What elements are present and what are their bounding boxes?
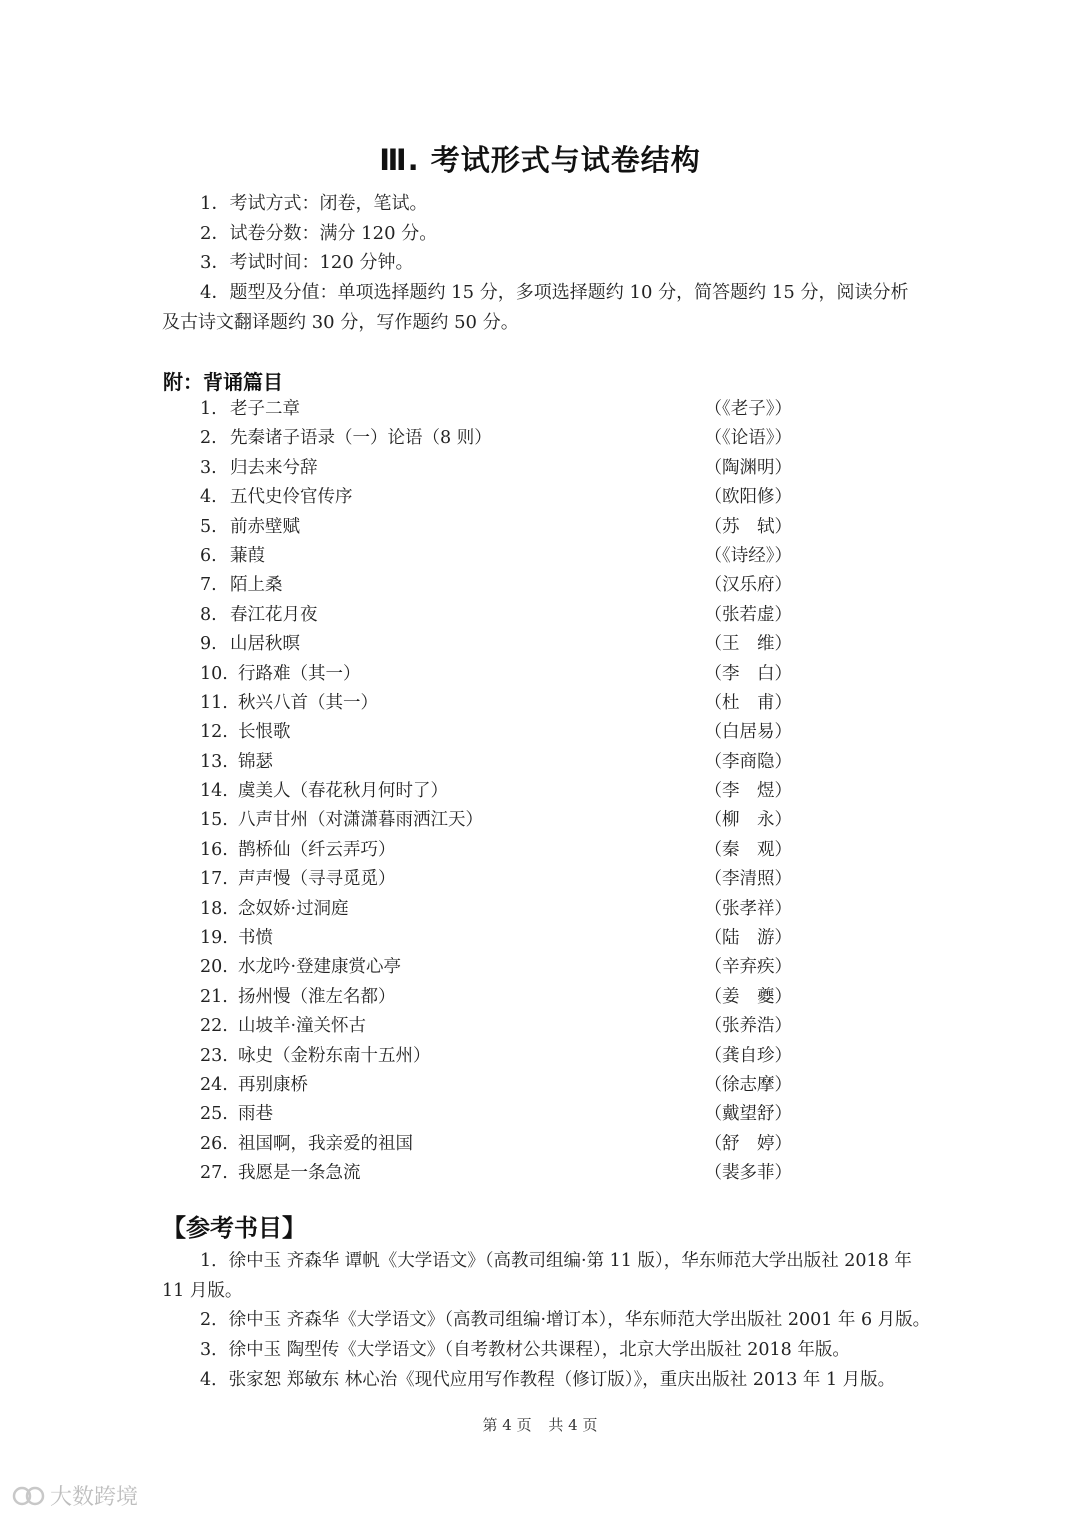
recitation-title: 再别康桥 [238,1074,308,1095]
recitation-title: 声声慢（寻寻觅觅） [238,869,396,890]
recitation-author: （欧阳修） [704,487,792,508]
page-number: 第 4 页 [482,1416,532,1434]
exam-item-4: 4．题型及分值：单项选择题约 15 分，多项选择题约 10 分，简答题约 15 分，阅读分析 [200,282,909,303]
recitation-title: 雨巷 [238,1104,273,1125]
recitation-number: 11. [200,692,228,713]
recitation-title: 蒹葭 [230,545,265,566]
recitation-title: 扬州慢（淮左名都） [238,986,396,1007]
recitation-item [200,1101,800,1130]
recitation-title: 书愤 [238,928,273,949]
recitation-number: 19. [200,928,228,949]
recitation-title: 行路难（其一） [238,663,361,684]
recitation-number: 27. [200,1163,228,1184]
recitation-number: 18. [200,898,228,919]
recitation-item [200,602,800,631]
recitation-title: 念奴娇·过洞庭 [238,898,349,919]
recitation-title: 先秦诸子语录（一）论语（8 则） [230,428,492,449]
recitation-title: 我愿是一条急流 [238,1163,361,1184]
recitation-number: 23. [200,1045,228,1066]
recitation-number: 20. [200,957,228,978]
recitation-title: 归去来兮辞 [230,457,318,478]
recitation-author: （辛弃疾） [704,957,792,978]
recitation-item [200,837,800,866]
recitation-list [200,396,800,1190]
recitation-title: 长恨歌 [238,722,291,743]
recitation-number: 25. [200,1104,228,1125]
recitation-item [200,925,800,954]
recitation-number: 10. [200,663,228,684]
recitation-title: 锦瑟 [238,751,273,772]
recitation-number: 2. [200,428,217,449]
recitation-number: 6. [200,545,217,566]
recitation-author: （李清照） [704,869,792,890]
recitation-author: （《诗经》） [704,545,792,566]
recitation-author: （秦 观） [704,839,792,860]
recitation-number: 14. [200,781,228,802]
recitation-number: 1. [200,399,217,419]
recitation-number: 26. [200,1133,228,1154]
recitation-item [200,631,800,660]
recitation-author: （《论语》） [704,428,792,449]
recitation-title: 鹊桥仙（纤云弄巧） [238,839,396,860]
recitation-author: （《老子》） [704,399,792,419]
recitation-title: 前赤壁赋 [230,516,300,537]
recitation-author: （苏 轼） [704,516,792,537]
recitation-author: （李 白） [704,663,792,684]
reference-item-1: 1．徐中玉 齐森华 谭帆《大学语文》（高教司组编·第 11 版），华东师范大学出版社 2018 年 [200,1251,912,1271]
recitation-item [200,896,800,925]
recitation-title: 秋兴八首（其一） [238,692,378,713]
recitation-number: 24. [200,1074,228,1095]
recitation-title: 老子二章 [230,399,300,419]
recitation-title: 八声甘州（对潇潇暮雨洒江天） [238,810,483,831]
recitation-author: （杜 甫） [704,692,792,713]
recitation-author: （徐志摩） [704,1074,792,1095]
recitation-author: （汉乐府） [704,575,792,596]
watermark-logo-icon [12,1484,46,1508]
recitation-item [200,1013,800,1042]
recitation-item [200,807,800,836]
page-footer [0,1414,1080,1435]
recitation-item [200,661,800,690]
recitation-item [200,719,800,748]
recitation-author: （柳 永） [704,810,792,831]
page-total: 共 4 页 [548,1416,598,1434]
recitation-number: 22. [200,1016,228,1037]
recitation-item [200,484,800,513]
recitation-title: 陌上桑 [230,575,283,596]
recitation-author: （戴望舒） [704,1104,792,1125]
recitation-author: （姜 夔） [704,986,792,1007]
section-title: Ⅲ. 考试形式与试卷结构 [379,143,701,177]
recitation-author: （龚自珍） [704,1045,792,1066]
recitation-item [200,543,800,572]
recitation-item [200,572,800,601]
recitation-title: 祖国啊，我亲爱的祖国 [238,1133,413,1154]
recitation-item [200,984,800,1013]
recitation-number: 15. [200,810,228,831]
recitation-number: 8. [200,604,217,625]
recitation-author: （舒 婷） [704,1133,792,1154]
recitation-number: 4. [200,487,217,508]
recitation-number: 7. [200,575,217,596]
recitation-number: 9. [200,634,217,655]
recitation-author: （张养浩） [704,1016,792,1037]
recitation-author: （张若虚） [704,604,792,625]
recitation-item [200,396,800,425]
recitation-author: （张孝祥） [704,898,792,919]
references-title: 【参考书目】 [162,1214,306,1242]
recitation-item [200,866,800,895]
recitation-item [200,954,800,983]
recitation-item [200,1072,800,1101]
exam-item-4-continued: 及古诗文翻译题约 30 分，写作题约 50 分。 [162,312,519,333]
recitation-number: 17. [200,869,228,890]
recitation-author: （王 维） [704,634,792,655]
recitation-item [200,1131,800,1160]
recitation-item [200,455,800,484]
recitation-author: （李 煜） [704,781,792,802]
recitation-number: 21. [200,986,228,1007]
recitation-number: 16. [200,839,228,860]
recitation-item [200,514,800,543]
recitation-title: 咏史（金粉东南十五州） [238,1045,431,1066]
recitation-item [200,1043,800,1072]
recitation-title: 水龙吟·登建康赏心亭 [238,957,402,978]
recitation-number: 3. [200,457,217,478]
appendix-title: 附：背诵篇目 [163,370,283,394]
exam-item-2: 2．试卷分数：满分 120 分。 [200,223,438,244]
recitation-number: 12. [200,722,228,743]
reference-item-1-continued: 11 月版。 [162,1281,243,1301]
reference-item-4: 4．张家恕 郑敏东 林心治《现代应用写作教程（修订版）》，重庆出版社 2013 年 1 月版。 [200,1370,896,1390]
recitation-item [200,778,800,807]
recitation-title: 山坡羊·潼关怀古 [238,1016,367,1037]
recitation-author: （陆 游） [704,928,792,949]
watermark [12,1480,138,1511]
reference-item-2: 2．徐中玉 齐森华《大学语文》（高教司组编·增订本），华东师范大学出版社 2001 年 6 月版。 [200,1310,931,1330]
recitation-number: 5. [200,516,217,537]
recitation-item [200,425,800,454]
recitation-author: （白居易） [704,722,792,743]
exam-item-1: 1．考试方式：闭卷，笔试。 [200,193,428,214]
recitation-item [200,1160,800,1189]
recitation-number: 13. [200,751,228,772]
recitation-item [200,690,800,719]
recitation-author: （李商隐） [704,751,792,772]
recitation-author: （陶渊明） [704,457,792,478]
watermark-text: 大数跨境 [50,1485,139,1510]
recitation-title: 虞美人（春花秋月何时了） [238,781,448,802]
recitation-author: （裴多菲） [704,1163,792,1184]
exam-item-3: 3．考试时间：120 分钟。 [200,252,414,273]
reference-item-3: 3．徐中玉 陶型传《大学语文》（自考教材公共课程），北京大学出版社 2018 年版。 [200,1340,850,1360]
recitation-title: 春江花月夜 [230,604,318,625]
recitation-title: 五代史伶官传序 [230,487,353,508]
recitation-item [200,749,800,778]
recitation-title: 山居秋暝 [230,634,300,655]
